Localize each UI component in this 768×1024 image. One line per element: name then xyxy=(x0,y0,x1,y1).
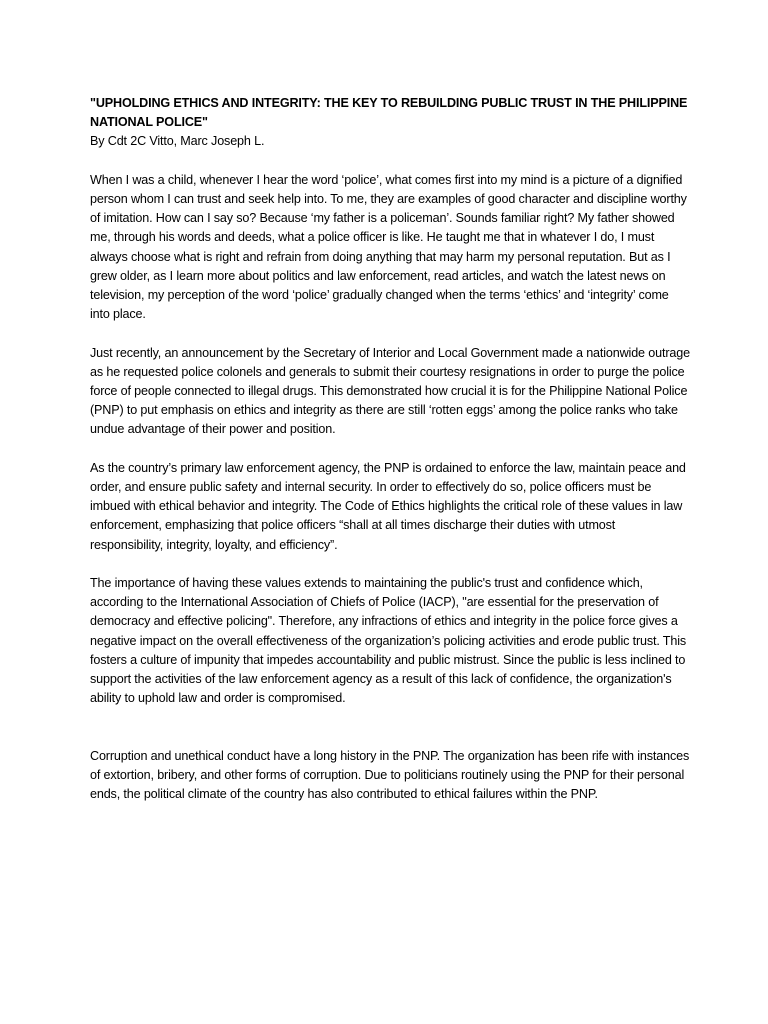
document-page xyxy=(90,94,690,824)
paragraph-5: Corruption and unethical conduct have a long history in the PNP. The organization has been rife with instances of extortion, bribery, and other forms of corruption. Due to politicians routinely using the PNP for their personal ends, the political climate of the country has also contributed to ethical failures within the PNP. xyxy=(90,748,690,802)
paragraph-3: As the country’s primary law enforcement agency, the PNP is ordained to enforce the law, maintain peace and order, and ensure public safety and internal security. In order to effectively do so, police officers must be imbued with ethical behavior and integrity. The Code of Ethics highlights the critical role of these values in law enforcement, emphasizing that police officers “shall at all times discharge their duties with utmost responsibility, integrity, loyalty, and efficiency”. xyxy=(90,460,686,552)
author-byline: By Cdt 2C Vitto, Marc Joseph L. xyxy=(90,134,265,149)
paragraph-2: Just recently, an announcement by the Secretary of Interior and Local Government made a nationwide outrage as he requested police colonels and generals to submit their courtesy resignations in order to purge the police force of people connected to illegal drugs. This demonstrated how crucial it is for the Philippine National Police (PNP) to put emphasis on ethics and integrity as there are still ‘rotten eggs’ among the police ranks who take undue advantage of their power and position. xyxy=(90,345,690,437)
paragraph-1: When I was a child, whenever I hear the word ‘police’, what comes first into my mind is a picture of a dignified person whom I can trust and seek help into. To me, they are examples of good character and discipline worthy of imitation. How can I say so? Because ‘my father is a policeman’. Sounds familiar right? My father showed me, through his words and deeds, what a police officer is like. He taught me that in whatever I do, I must always choose what is right and refrain from doing anything that may harm my personal reputation. But as I grew older, as I learn more about politics and law enforcement, read articles, and watch the latest news on television, my perception of the word ‘police’ gradually changed when the terms ‘ethics’ and ‘integrity’ come into place. xyxy=(90,172,687,322)
document-title: "UPHOLDING ETHICS AND INTEGRITY: THE KEY TO REBUILDING PUBLIC TRUST IN THE PHILIPPINE NATIONAL POLICE" xyxy=(90,96,688,130)
paragraph-4: The importance of having these values extends to maintaining the public's trust and confidence which, according to the International Association of Chiefs of Police (IACP), "are essential for the preservation of democracy and effective policing". Therefore, any infractions of ethics and integrity in the police force gives a negative impact on the overall effectiveness of the organization’s policing activities and erode public trust. This fosters a culture of impunity that impedes accountability and public mistrust. Since the public is less inclined to support the activities of the law enforcement agency as a result of this lack of confidence, the organization's ability to uphold law and order is compromised. xyxy=(90,576,687,706)
